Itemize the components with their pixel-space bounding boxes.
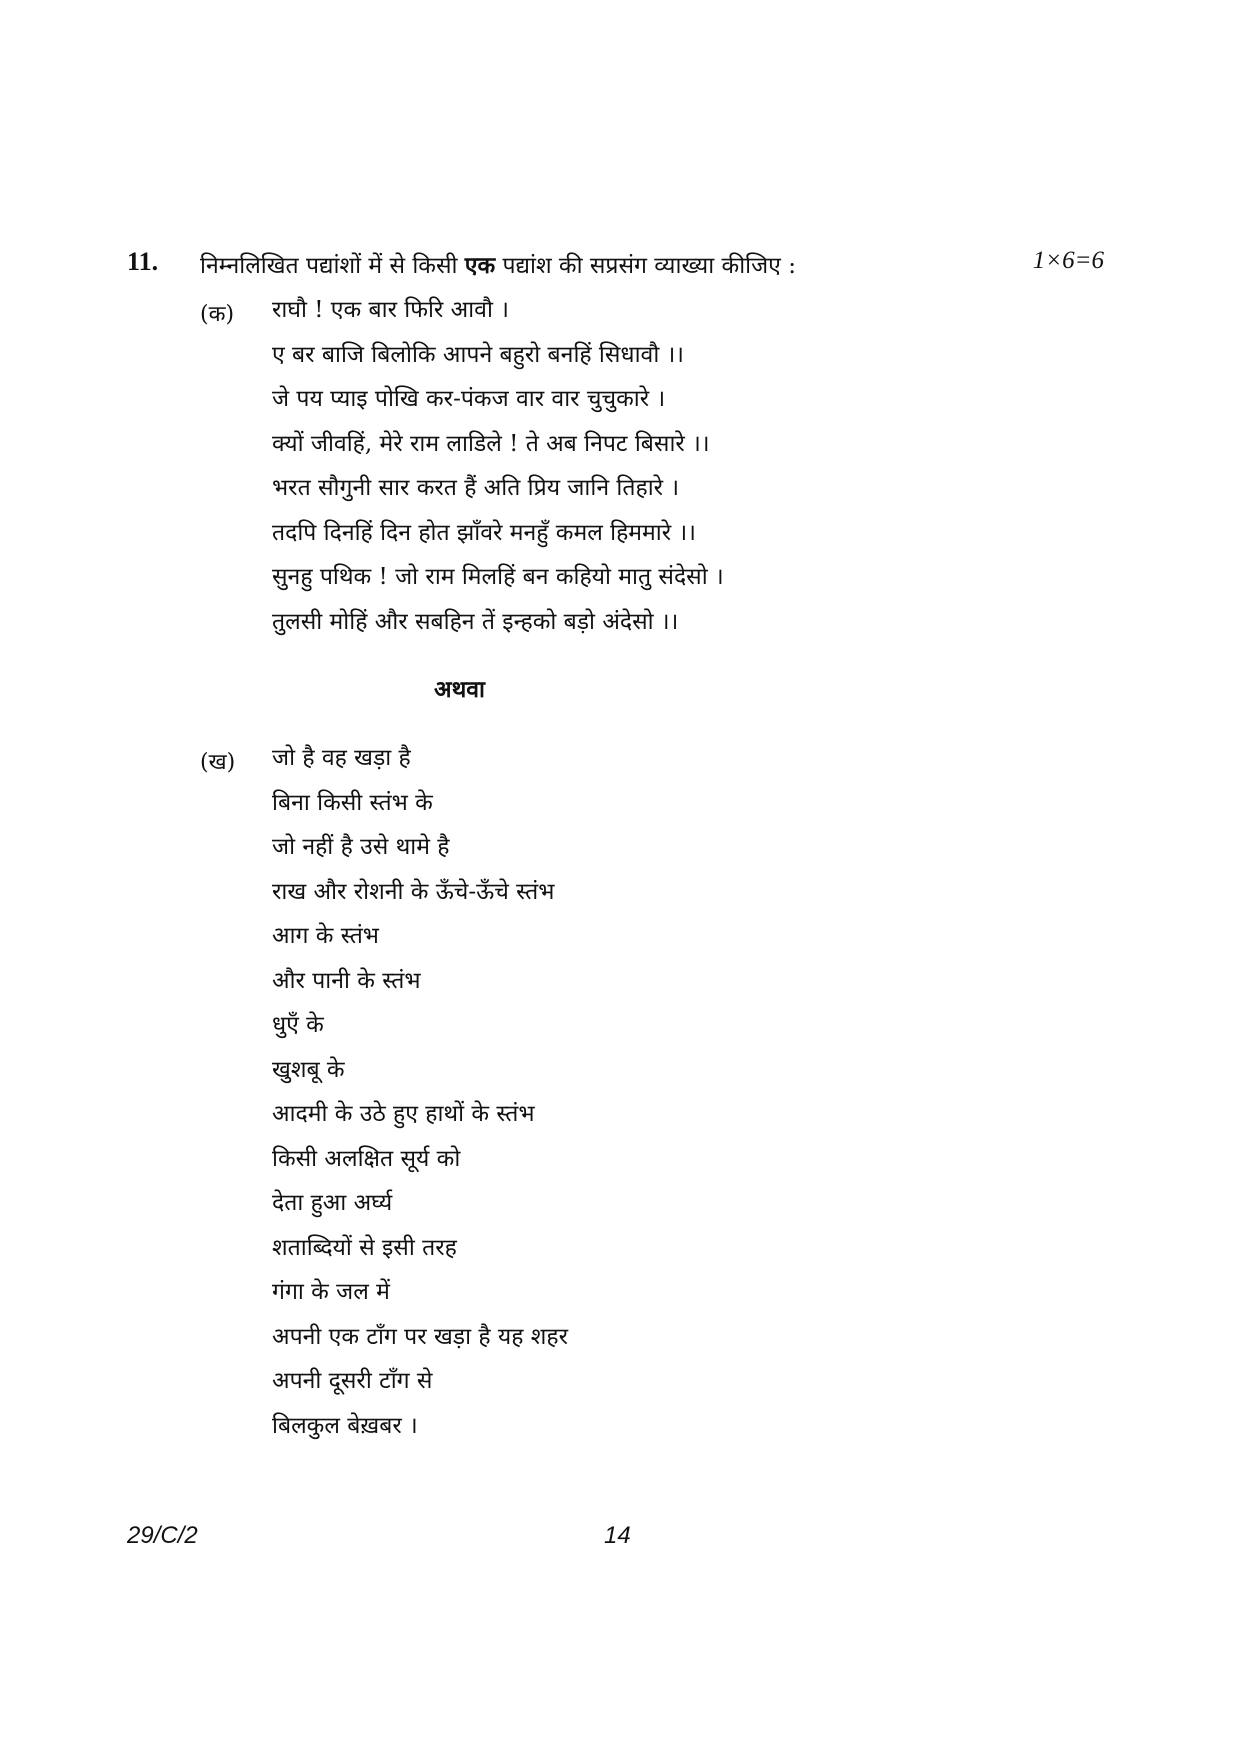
poem-line: शताब्दियों से इसी तरह [272,1234,457,1261]
poem-line: सुनहु पथिक ! जो राम मिलहिं बन कहियो मातु संदेसो । [272,564,724,590]
poem-line: आग के स्तंभ [272,923,379,949]
poem-line: जो नहीं है उसे थामे है [272,834,450,860]
question-text-after: पद्यांश की सप्रसंग व्याख्या कीजिए : [495,253,796,279]
question-text-bold: एक [464,252,496,279]
question-number: 11. [127,247,159,276]
poem-line: गंगा के जल में [272,1279,390,1305]
poem-line: ए बर बाजि बिलोकि आपने बहुरो बनहिं सिधावौ ।। [272,341,685,368]
separator-athva: अथवा [434,676,486,703]
option-a-label: (क) [200,302,235,327]
option-b-poem [272,736,568,1448]
poem-line: अपनी दूसरी टाँग से [272,1368,433,1394]
poem-line: क्यों जीवहिं, मेरे राम लाडिले ! ते अब निपट बिसारे ।। [272,430,710,457]
poem-line: अपनी एक टाँग पर खड़ा है यह शहर [272,1323,568,1350]
poem-line: जो है वह खड़ा है [272,745,411,771]
poem-line: आदमी के उठे हुए हाथों के स्तंभ [272,1101,535,1127]
poem-line: जे पय प्याइ पोखि कर-पंकज वार वार चुचुकारे । [272,386,666,412]
poem-line: राघौ ! एक बार फिरि आवौ । [272,297,509,323]
question-text-before: निम्नलिखित पद्यांशों में से किसी [200,253,465,279]
page-number: 14 [604,1522,631,1549]
poem-line: तदपि दिनहिं दिन होत झाँवरे मनहुँ कमल हिममारे ।। [272,519,696,546]
question-marks: 1×6=6 [1032,247,1104,274]
option-b-label: (ख) [200,750,236,775]
poem-line: धुएँ के [272,1012,324,1038]
poem-line: देता हुआ अर्घ्य [272,1190,393,1216]
paper-code: 29/C/2 [127,1522,198,1549]
poem-line: बिलकुल बेख़बर । [272,1412,418,1439]
question-text [200,248,1020,280]
option-a-poem [272,288,724,644]
poem-line: भरत सौगुनी सार करत हैं अति प्रिय जानि तिहारे । [272,475,680,501]
poem-line: राख और रोशनी के ऊँचे-ऊँचे स्तंभ [272,878,555,905]
poem-line: खुशबू के [272,1056,345,1083]
poem-line: और पानी के स्तंभ [272,967,421,994]
poem-line: तुलसी मोहिं और सबहिन तें इन्हको बड़ो अंदेसो ।। [272,608,679,635]
poem-line: बिना किसी स्तंभ के [272,789,433,816]
poem-line: किसी अलक्षित सूर्य को [272,1145,461,1172]
